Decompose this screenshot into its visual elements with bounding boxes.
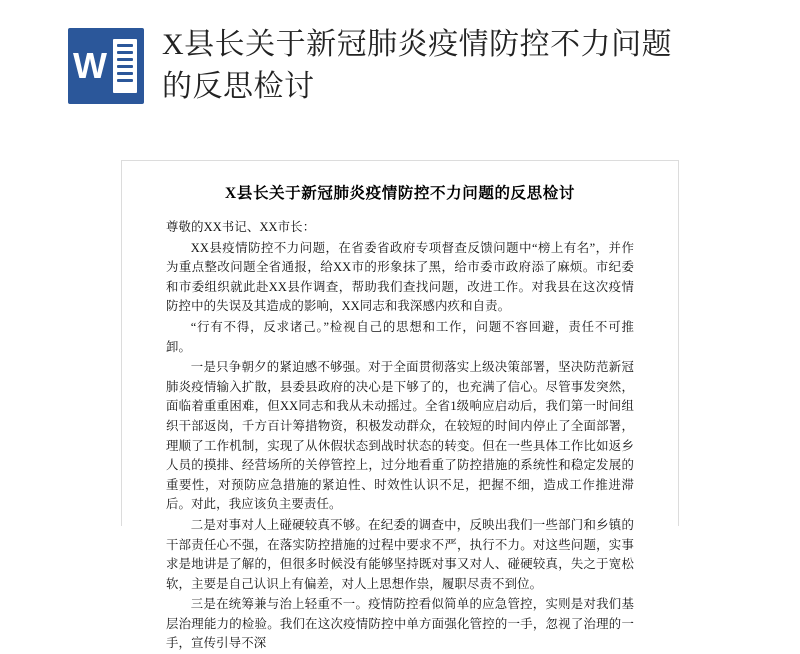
word-icon-wrap	[68, 28, 144, 104]
document-paragraph: 三是在统筹兼与治上轻重不一。疫情防控看似简单的应急管控，实则是对我们基层治理能力的检验。我们在这次疫情防控中单方面强化管控的一手，忽视了治理的一手，宣传引导不深	[166, 597, 634, 651]
document-title: X县长关于新冠肺炎疫情防控不力问题的反思检讨	[225, 185, 575, 202]
document-preview	[121, 160, 679, 651]
document-paragraph: “行有不得，反求诸己。”检视自己的思想和工作，问题不容回避，责任不可推卸。	[166, 319, 634, 354]
document-paragraph: 尊敬的XX书记、XX市长：	[166, 220, 316, 234]
document-header	[0, 0, 800, 150]
document-paragraph: 一是只争朝夕的紧迫感不够强。对于全面贯彻落实上级决策部署，坚决防范新冠肺炎疫情输入扩散，县委县政府的决心是下够了的，也充满了信心。尽管事发突然，面临着重重困难，但XX同志和我从未动摇过。全省1级响应启动后，我们第一时间组织干部返岗，千方百计筹措物资，积极发动群众，在较短的时间内停止了全面部署，理顺了工作机制，实现了从休假状态到战时状态的转变。但在一些具体工作比如返乡人员的摸排、经营场所的关停管控上，过分地看重了防控措施的系统性和稳定发展的重要性，对预防应急措施的紧迫性、时效性认识不足，把握不细，造成工作推进滞后。对此，我应该负主要责任。	[166, 360, 634, 512]
word-document-icon	[68, 28, 144, 104]
document-paragraph: XX县疫情防控不力问题，在省委省政府专项督查反馈问题中“榜上有名”，并作为重点整改问题全省通报，给XX市的形象抹了黑，给市委市政府添了麻烦。市纪委和市委组织就此赴XX县作调查，帮助我们查找问题，改进工作。对我县在这次疫情防控中的失误及其造成的影响，XX同志和我深感内疚和自责。	[166, 240, 634, 314]
word-icon-letter: W	[73, 45, 107, 86]
page-title: X县长关于新冠肺炎疫情防控不力问题的反思检讨	[162, 28, 673, 103]
document-paragraph: 二是对事对人上碰硬较真不够。在纪委的调查中，反映出我们一些部门和乡镇的干部责任心不强，在落实防控措施的过程中要求不严，执行不力。对这些问题，实事求是地讲是了解的，但很多时候没有能够坚持既对事又对人、碰硬较真，失之于宽松软，主要是自己认识上有偏差，对人上思想作祟，履职尽责不到位。	[166, 517, 634, 591]
document-lines-icon	[113, 39, 137, 93]
